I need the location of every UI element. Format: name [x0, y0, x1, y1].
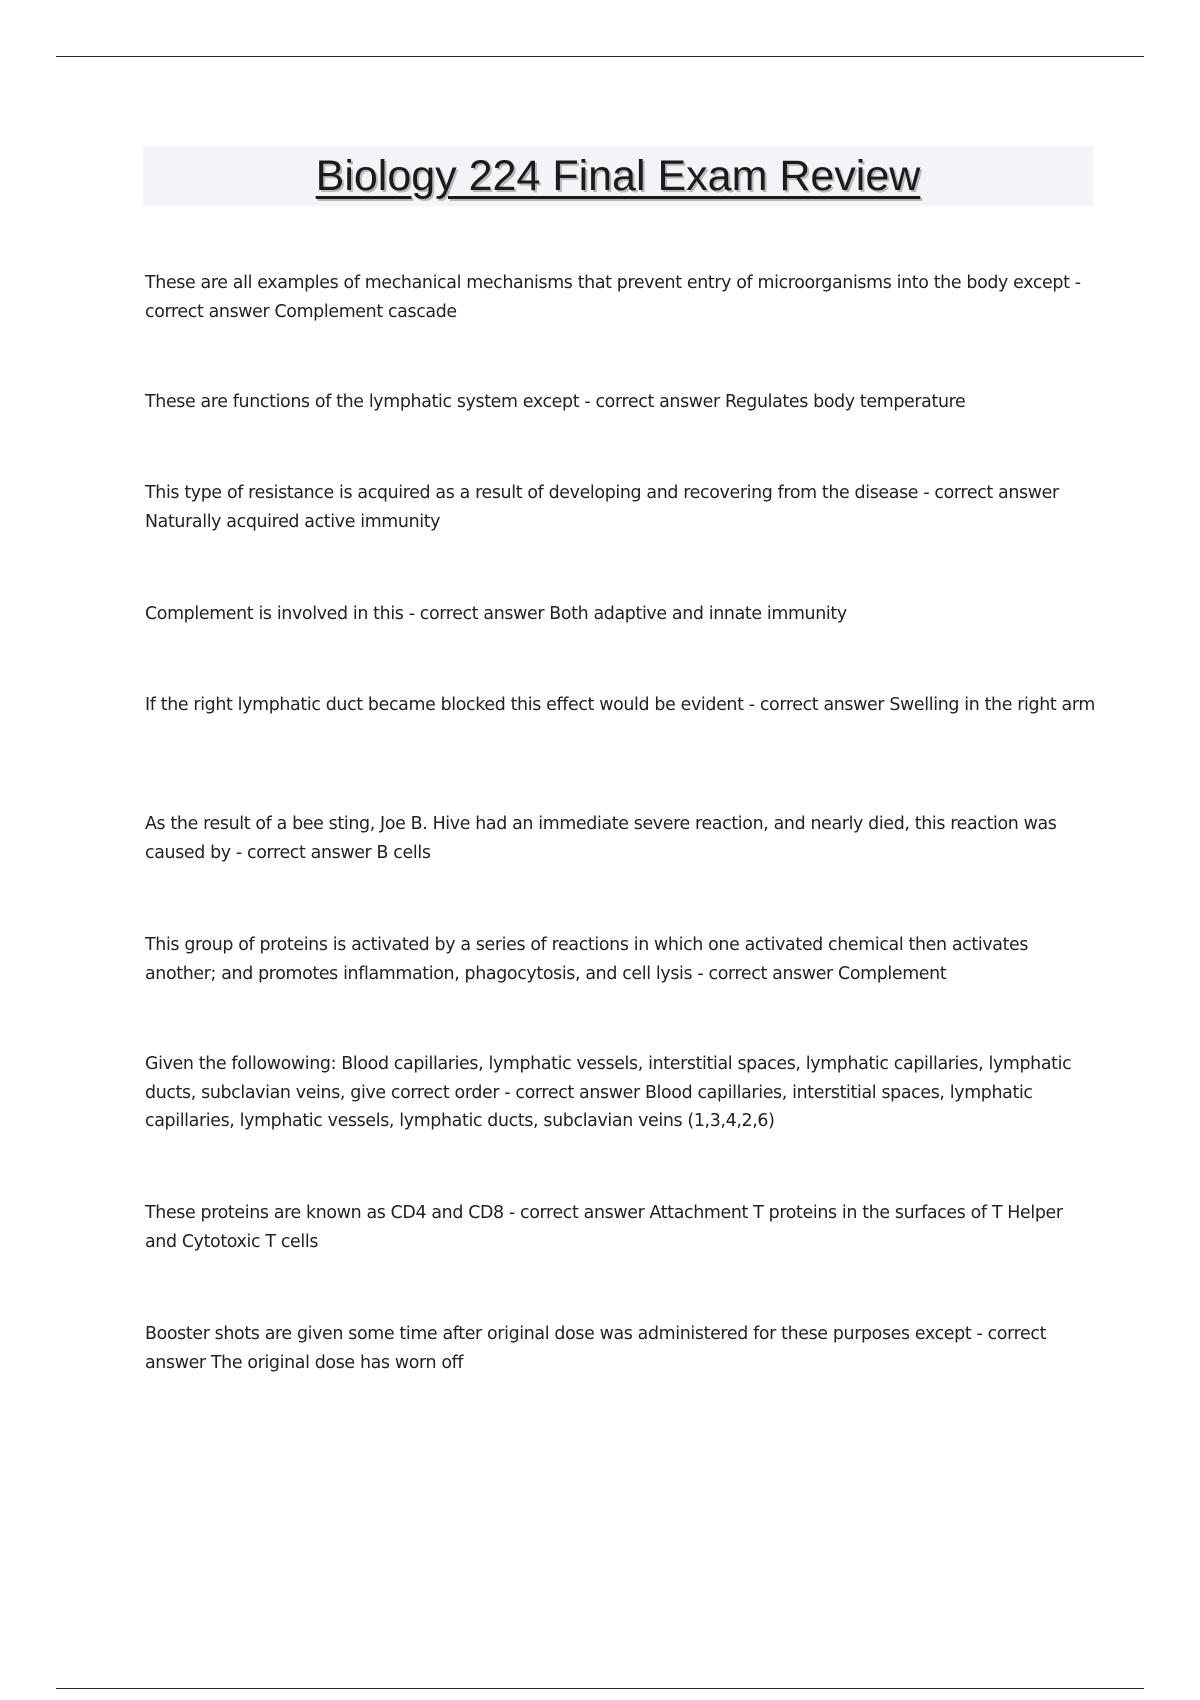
top-rule: [56, 56, 1144, 57]
question-item: This group of proteins is activated by a series of reactions in which one activated chemical then activates another; and promotes inflammation, phagocytosis, and cell lysis - correct answer Complement: [145, 935, 1029, 984]
page-title: Biology 224 Final Exam Review: [315, 151, 921, 200]
question-item: Complement is involved in this - correct answer Both adaptive and innate immunity: [145, 604, 847, 625]
question-item: Booster shots are given some time after original dose was administered for these purposes except - correct answer The original dose has worn off: [145, 1324, 1047, 1373]
question-item: These proteins are known as CD4 and CD8 - correct answer Attachment T proteins in the surfaces of T Helper and Cytotoxic T cells: [145, 1203, 1063, 1252]
bottom-rule: [56, 1688, 1144, 1689]
question-item: If the right lymphatic duct became blocked this effect would be evident - correct answer Swelling in the right arm: [145, 695, 1095, 716]
question-item: Given the followowing: Blood capillaries, lymphatic vessels, interstitial spaces, lymphatic capillaries, lymphatic ducts, subclavian veins, give correct order - correct answer Blood capillaries, interstitial spaces, lymphatic capillaries, lymphatic vessels, lymphatic ducts, subclavian veins (1,3,4,2,6): [145, 1054, 1072, 1132]
question-item: As the result of a bee sting, Joe B. Hive had an immediate severe reaction, and nearly died, this reaction was caused by - correct answer B cells: [145, 814, 1057, 863]
title-banner: [143, 146, 1093, 206]
question-item: These are all examples of mechanical mechanisms that prevent entry of microorganisms into the body except - correct answer Complement cascade: [145, 273, 1081, 322]
question-item: These are functions of the lymphatic system except - correct answer Regulates body temperature: [145, 392, 966, 413]
question-item: This type of resistance is acquired as a result of developing and recovering from the disease - correct answer Naturally acquired active immunity: [145, 483, 1059, 532]
